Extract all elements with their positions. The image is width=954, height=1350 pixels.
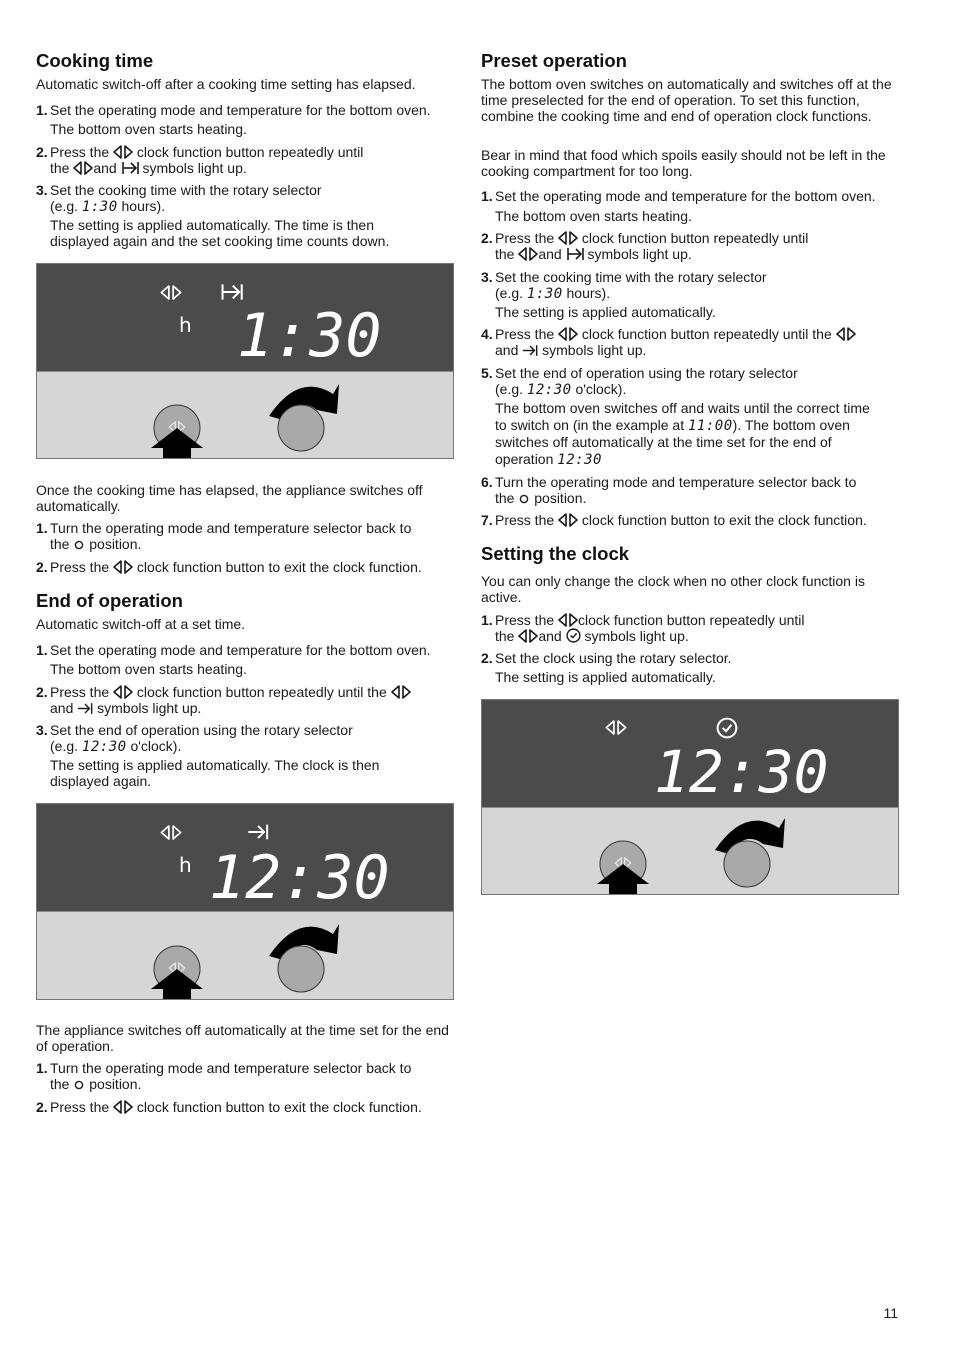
clock-function-icon	[73, 161, 93, 175]
clock-function-icon	[113, 560, 133, 574]
end-of-operation-icon	[248, 825, 267, 840]
clock-function-icon	[558, 513, 578, 527]
example-time-value: 1:30	[526, 286, 563, 302]
cooking-time-heading: Cooking time	[36, 50, 154, 71]
preset-operation-heading: Preset operation	[481, 50, 627, 71]
example-time-value: 12:30	[526, 382, 572, 398]
clock-icon	[566, 628, 581, 643]
example-time-value: 12:30	[557, 452, 602, 468]
setting-clock-heading: Setting the clock	[481, 543, 630, 564]
display-unit: h	[179, 313, 192, 337]
clock-function-icon	[558, 231, 578, 245]
off-position-icon	[518, 493, 530, 505]
end-of-operation-heading: End of operation	[36, 590, 183, 611]
clock-function-icon	[558, 613, 578, 627]
clock-function-icon	[113, 145, 133, 159]
preset-operation-note: Bear in mind that food which spoils easily should not be left in the cooking compartment for too long.	[481, 147, 886, 179]
preset-operation-intro: The bottom oven switches on automatically and switches off at the time preselected for the end of operation. To set this function, combine the cooking time and end of operation clock functions.	[481, 76, 892, 124]
example-time-value: 1:30	[81, 199, 118, 215]
clock-function-icon	[558, 327, 578, 341]
cooking-time-intro: Automatic switch-off after a cooking time setting has elapsed.	[36, 76, 416, 92]
cooking-time-icon	[121, 161, 139, 175]
clock-function-icon	[391, 685, 411, 699]
cooking-time-icon	[223, 284, 242, 299]
clock-function-icon	[518, 629, 538, 643]
oven-display-panel-cooking-time	[36, 263, 454, 459]
oven-display-panel-clock	[481, 699, 899, 895]
end-of-operation-after-text: The appliance switches off automatically at the time set for the end of operation.	[36, 1022, 449, 1054]
rotary-selector[interactable]	[269, 384, 339, 451]
clock-function-icon	[161, 826, 180, 839]
display-value: 12:30	[654, 738, 829, 806]
rotary-selector[interactable]	[269, 924, 339, 992]
rotary-selector[interactable]	[715, 818, 785, 887]
cooking-time-icon	[566, 247, 584, 261]
display-value: 12:30	[209, 843, 390, 913]
example-time-value: 12:30	[81, 739, 127, 755]
clock-icon	[718, 719, 737, 738]
end-of-operation-intro: Automatic switch-off at a set time.	[36, 616, 246, 632]
clock-function-icon	[113, 685, 133, 699]
off-position-icon	[73, 539, 85, 551]
page-number: 11	[883, 1305, 898, 1321]
clock-function-icon	[161, 286, 180, 299]
clock-function-icon	[836, 327, 856, 341]
example-time-value: 11:00	[688, 418, 733, 434]
end-of-operation-icon	[77, 702, 93, 715]
clock-function-icon	[518, 247, 538, 261]
cooking-time-after-text: Once the cooking time has elapsed, the appliance switches off automatically.	[36, 482, 423, 514]
oven-display-panel-end-of-operation	[36, 803, 454, 1000]
display-unit: h	[179, 853, 192, 877]
clock-function-icon	[606, 721, 625, 734]
clock-function-icon	[113, 1100, 133, 1114]
setting-clock-intro: You can only change the clock when no other clock function is active.	[481, 573, 865, 605]
off-position-icon	[73, 1079, 85, 1091]
display-value: 1:30	[237, 301, 382, 371]
end-of-operation-icon	[522, 344, 538, 357]
